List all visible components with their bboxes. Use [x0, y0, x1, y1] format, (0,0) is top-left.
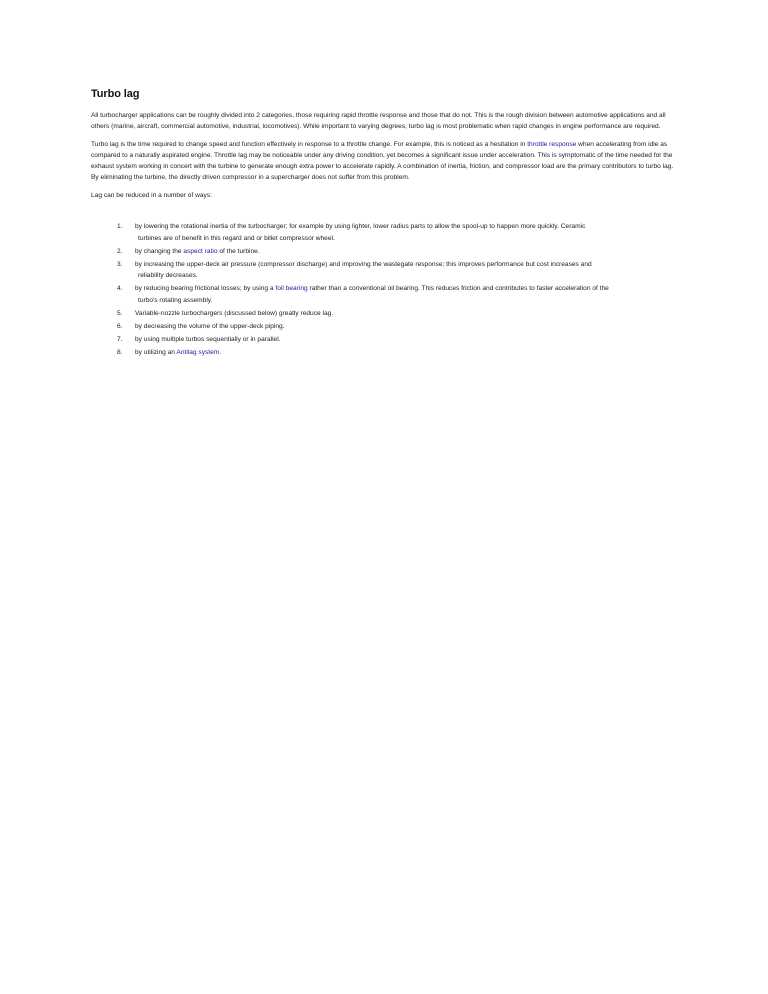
list-item-text-after: rather than a conventional oil bearing. This reduces friction and contributes to faster acceleration of the — [307, 285, 609, 292]
aspect-ratio-link[interactable]: aspect ratio — [183, 247, 218, 255]
list-item-continuation: reliability decreases. — [138, 272, 198, 279]
list-item-text-after: of the turbine. — [217, 247, 260, 255]
list-item — [91, 221, 681, 244]
list-item-number: 2. — [117, 247, 123, 255]
intro-text: All turbocharger applications can be roughly divided into 2 categories, those requiring rapid throttle response and those that do not. This is the rough division between automotive applications and all others (marine, aircraft, commercial automotive, industrial, locomotives). While important to varying degrees, turbo lag is most problematic when rapid changes in engine performance are required. — [91, 112, 666, 130]
list-item-number: 7. — [117, 335, 123, 343]
list-item-text: by lowering the rotational inertia of the turbocharger; for example by using lighter, lower radius parts to allow the spool-up to happen more quickly. Ceramic — [135, 223, 586, 230]
list-item-text: Variable-nozzle turbochargers (discussed below) greatly reduce lag. — [135, 309, 334, 317]
section-heading: Turbo lag — [91, 88, 140, 100]
list-item-continuation: turbo's rotating assembly. — [138, 296, 213, 304]
list-item-text-before: by reducing bearing frictional losses; by using a — [135, 285, 276, 292]
list-item-number: 5. — [117, 309, 123, 317]
lag-reduction-list — [91, 221, 681, 358]
lag-reduction-text: Lag can be reduced in a number of ways: — [91, 192, 212, 199]
intro-paragraph — [91, 110, 681, 132]
throttle-response-link[interactable]: throttle response — [527, 141, 577, 148]
list-item-number: 6. — [117, 322, 123, 330]
paragraph-text-after: when accelerating from idle as compared to a naturally aspirated engine. Throttle lag may be noticeable under any driving condition, yet becomes a significant issue under acceleration. This is symptomatic of the time needed for the exhaust system working in concert with the turbine to generate enough extra power to accelerate rapidly. A combination of inertia, friction, and compressor load are the primary contributors to turbo lag. By eliminating the turbine, the directly driven compressor in a supercharger does not suffer from this problem. — [91, 141, 674, 181]
list-item-text-before: by changing the — [135, 247, 184, 255]
list-item — [91, 246, 681, 258]
document-page — [91, 88, 681, 360]
list-item-number: 8. — [117, 348, 123, 356]
list-item-text: by decreasing the volume of the upper-deck piping. — [135, 322, 285, 330]
lag-reduction-intro — [91, 190, 681, 201]
paragraph-text-before: Turbo lag is the time required to change speed and function effectively in response to a throttle change. For example, this is noticed as a hesitation in — [91, 141, 528, 148]
list-item-text-before: by utilizing an — [135, 348, 177, 356]
list-item — [91, 308, 681, 320]
foil-bearing-link[interactable]: foil bearing — [275, 285, 308, 292]
antilag-system-link[interactable]: Antilag system — [176, 348, 220, 356]
list-item-text: by increasing the upper-deck air pressure (compressor discharge) and improving the wastegate response; this improves performance but cost increases and — [135, 260, 592, 268]
list-item-continuation: turbines are of benefit in this regard and or billet compressor wheel. — [138, 234, 335, 242]
turbo-lag-paragraph — [91, 139, 681, 183]
list-item-text: by using multiple turbos sequentially or in parallel. — [135, 335, 281, 343]
list-item — [91, 334, 681, 346]
list-item — [91, 347, 681, 359]
list-item-number: 1. — [117, 223, 123, 230]
list-item — [91, 321, 681, 333]
list-item — [91, 259, 681, 282]
list-item-number: 4. — [117, 285, 123, 292]
list-item — [91, 283, 681, 306]
list-item-number: 3. — [117, 260, 123, 268]
list-item-text-after: . — [219, 348, 222, 356]
